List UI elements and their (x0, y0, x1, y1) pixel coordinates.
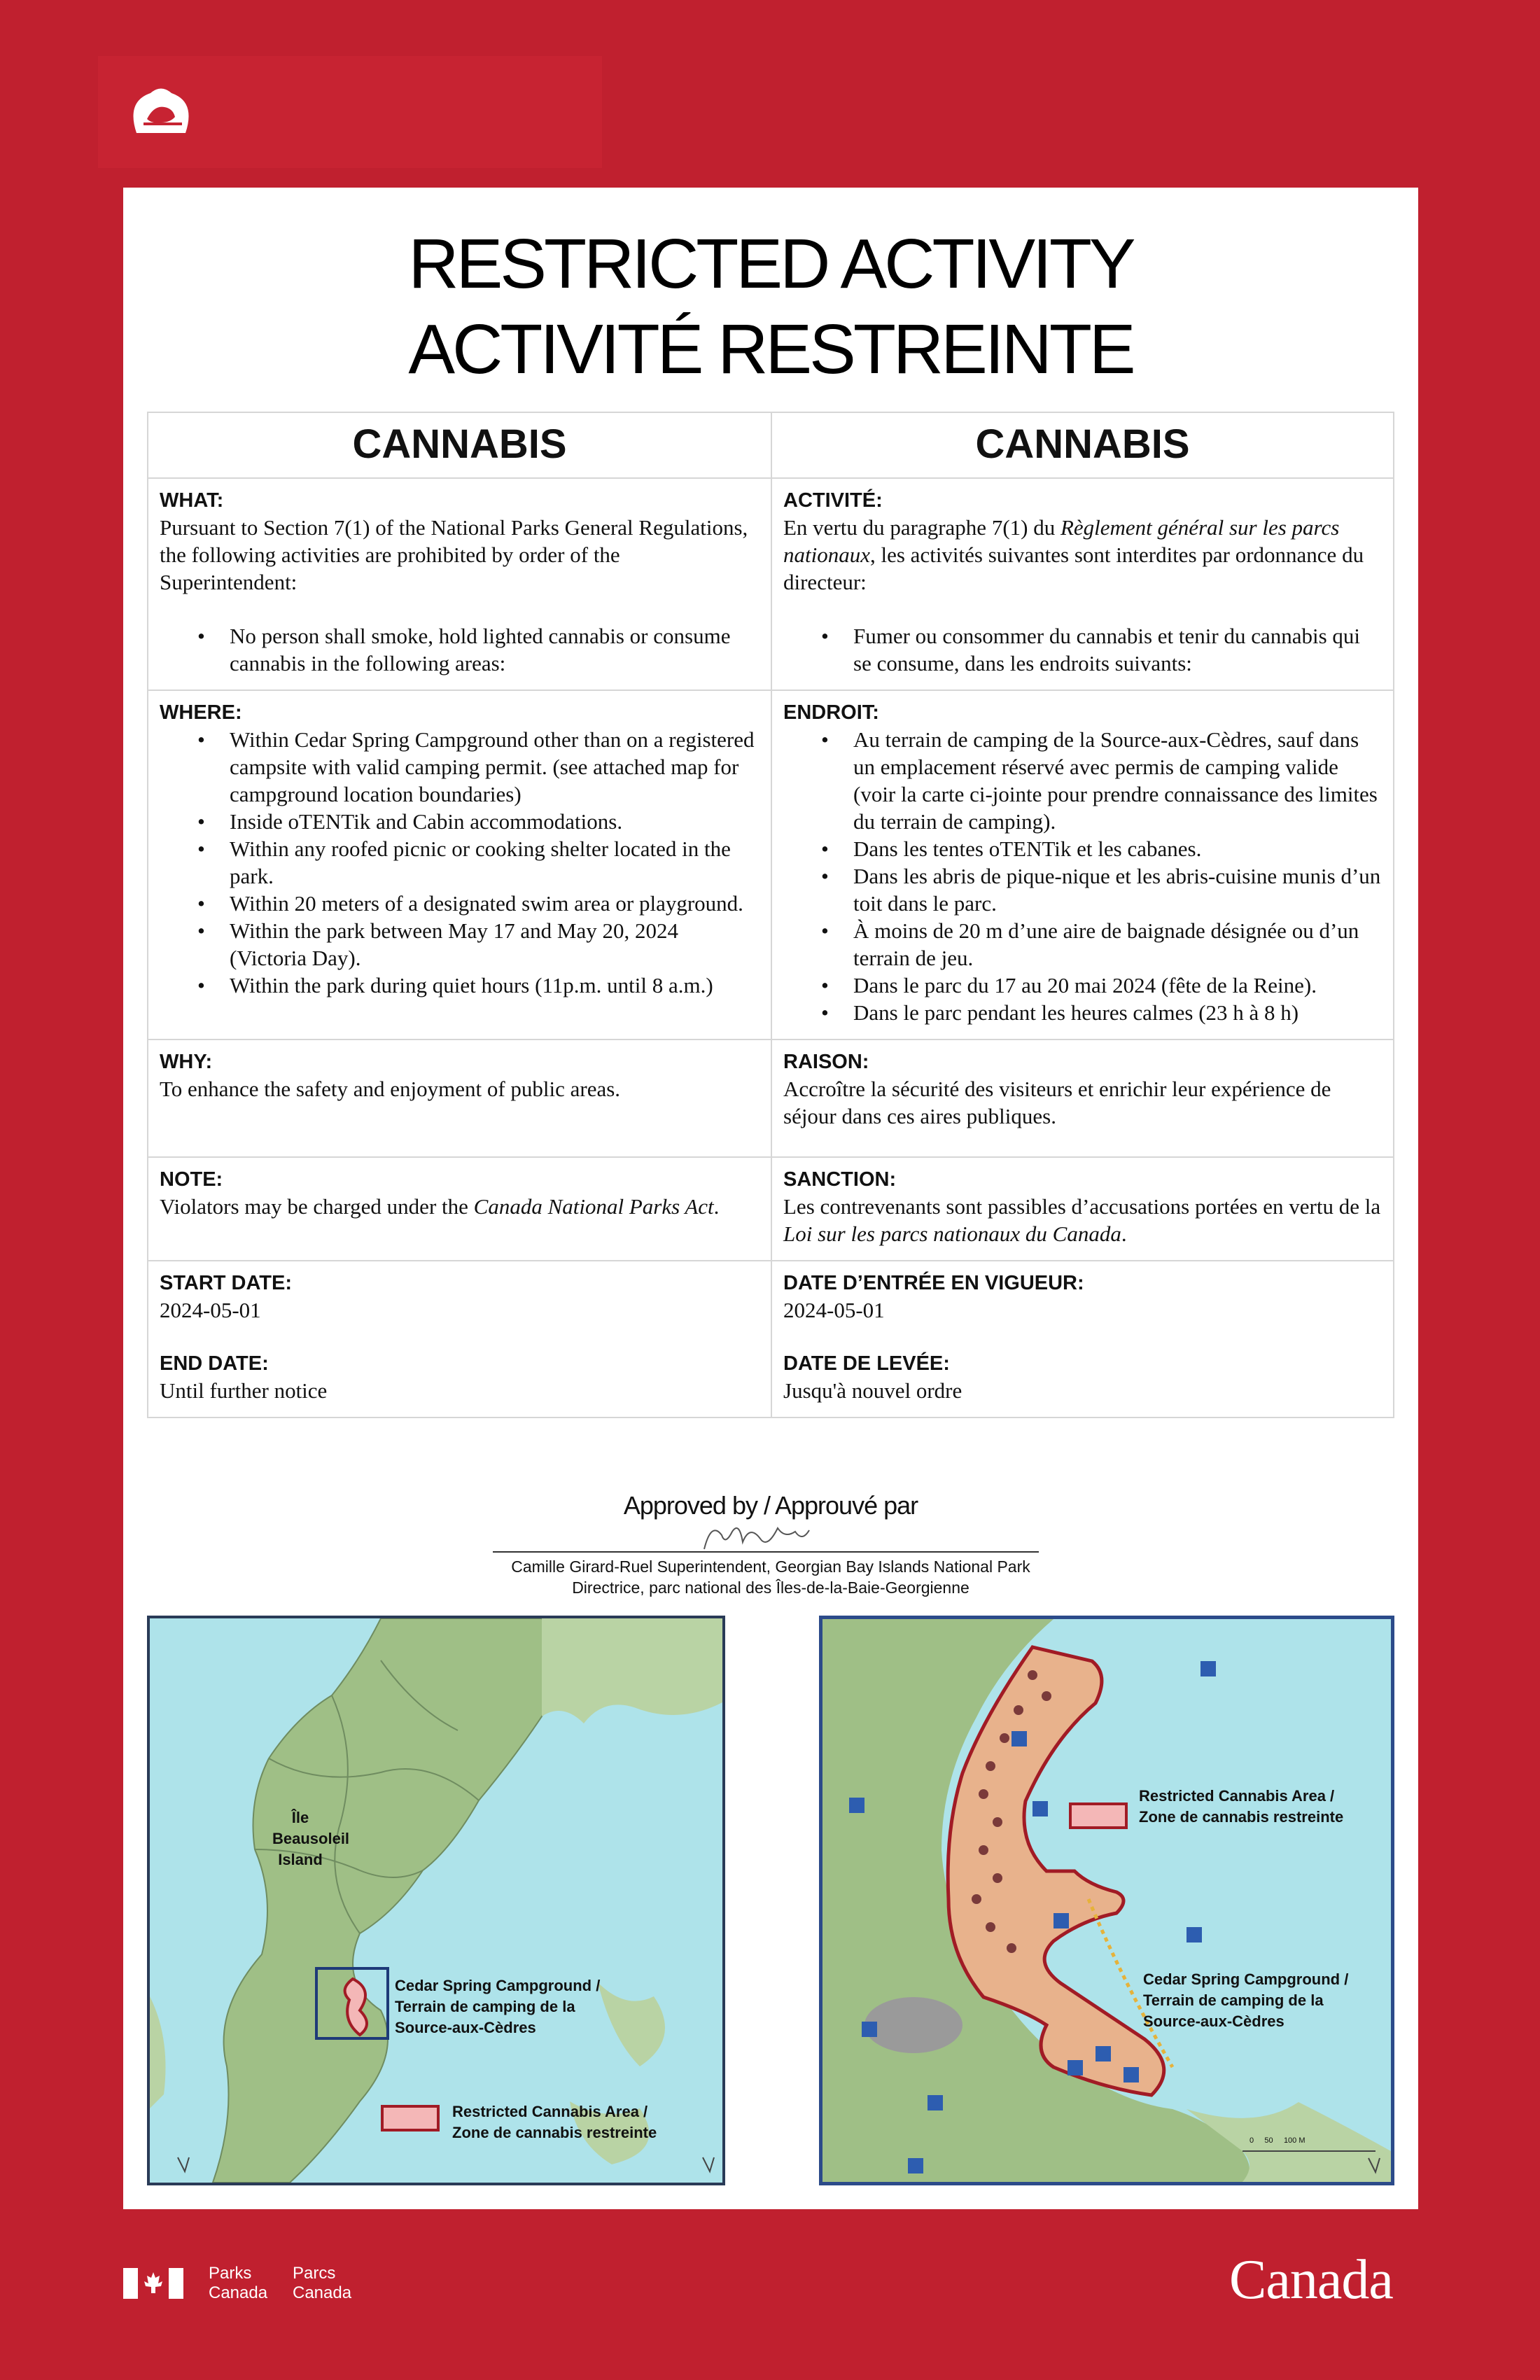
note-label: NOTE: (160, 1168, 223, 1191)
end-date-value: Until further notice (160, 1378, 328, 1403)
footer-parks-canada: Parks Canada (209, 2264, 268, 2302)
what-cell-fr (771, 479, 1393, 690)
note-cell-en (148, 1158, 771, 1260)
dates-cell-fr (771, 1261, 1393, 1417)
what-bullet: • No person shall smoke, hold lighted cannabis or consume cannabis in the following areas: (160, 622, 760, 677)
activite-list (783, 622, 1382, 677)
date-entree-value: 2024-05-01 (783, 1298, 885, 1322)
scale-bar-labels: 0 50 100 M (1250, 2136, 1306, 2145)
list-item: • Dans les tentes oTENTik et les cabanes. (783, 835, 1382, 862)
list-item: • Au terrain de camping de la Source-aux-Cèdres, sauf dans un emplacement réservé avec permis de camping valide (voir la carte ci-jointe pour prendre connaissance des limites du terrain de camping). (783, 726, 1382, 835)
signature-line (493, 1551, 1039, 1553)
why-label: WHY: (160, 1051, 213, 1073)
end-date-label: END DATE: (160, 1352, 269, 1375)
heading-fr: CANNABIS (771, 413, 1393, 477)
footer-parcs-canada: Parcs Canada (293, 2264, 352, 2302)
campground-label: Cedar Spring Campground / Terrain de camping de la Source-aux-Cèdres (395, 1977, 601, 2036)
what-label: WHAT: (160, 489, 224, 512)
date-levee-label: DATE DE LEVÉE: (783, 1352, 950, 1375)
date-entree-label: DATE D’ENTRÉE EN VIGUEUR: (783, 1272, 1084, 1294)
why-cell-en (148, 1040, 771, 1156)
activite-text: En vertu du paragraphe 7(1) du Règlement général sur les parcs nationaux, les activités suivantes sont interdites par ordonnance du directeur: (783, 515, 1364, 594)
list-item: • Within the park during quiet hours (11p.m. until 8 a.m.) (160, 972, 760, 999)
table-header-row (148, 413, 1393, 477)
where-list-fr (783, 726, 1382, 1026)
detail-campground-label: Cedar Spring Campground / Terrain de camping de la Source-aux-Cèdres (1143, 1970, 1349, 2030)
start-date-value: 2024-05-01 (160, 1298, 261, 1322)
parks-canada-badge (98, 56, 602, 168)
note-text: Violators may be charged under the Canada National Parks Act. (160, 1194, 720, 1219)
overview-map (147, 1616, 725, 2185)
sanction-text: Les contrevenants sont passibles d’accusations portées en vertu de la Loi sur les parcs nationaux du Canada. (783, 1194, 1381, 1246)
list-item: • À moins de 20 m d’une aire de baignade désignée ou d’un terrain de jeu. (783, 917, 1382, 972)
note-cell-fr (771, 1158, 1393, 1260)
detail-map-graphic (822, 1619, 1391, 2182)
list-item: • Within Cedar Spring Campground other than on a registered campsite with valid camping permit. (see attached map for campground location boundaries) (160, 726, 760, 808)
list-item: • Inside oTENTik and Cabin accommodations. (160, 808, 760, 835)
legend-label: Restricted Cannabis Area / Zone de cannabis restreinte (452, 2103, 657, 2141)
date-levee-value: Jusqu'à nouvel ordre (783, 1378, 962, 1403)
where-cell-fr (771, 691, 1393, 1039)
notice-title (123, 221, 1418, 392)
activite-bullet: • Fumer ou consommer du cannabis et tenir du cannabis qui se consume, dans les endroits suivants: (783, 622, 1382, 677)
list-item: • Within the park between May 17 and May 20, 2024 (Victoria Day). (160, 917, 760, 972)
where-cell-en (148, 691, 771, 1039)
activite-label: ACTIVITÉ: (783, 489, 883, 512)
overview-map-graphic (150, 1618, 722, 2183)
where-row (148, 690, 1393, 1039)
restriction-table (147, 412, 1394, 1418)
heading-en: CANNABIS (352, 421, 567, 467)
campground-detail-map (819, 1616, 1394, 2185)
dates-row (148, 1260, 1393, 1417)
why-text: To enhance the safety and enjoyment of public areas. (160, 1077, 621, 1101)
beaver-logo-icon (122, 80, 200, 144)
detail-legend-swatch (1069, 1802, 1128, 1829)
list-item: • Within any roofed picnic or cooking shelter located in the park. (160, 835, 760, 890)
note-row (148, 1156, 1393, 1260)
title-english: RESTRICTED ACTIVITY (408, 225, 1133, 303)
approver-name: Camille Girard-Ruel Superintendent, Georgian Bay Islands National Park (511, 1558, 1030, 1576)
approved-by-label: Approved by / Approuvé par (623, 1491, 918, 1520)
list-item: • Dans le parc du 17 au 20 mai 2024 (fête de la Reine). (783, 972, 1382, 999)
sanction-label: SANCTION: (783, 1168, 897, 1191)
why-cell-fr (771, 1040, 1393, 1156)
what-list (160, 622, 760, 677)
detail-legend-label: Restricted Cannabis Area / Zone de cannabis restreinte (1139, 1787, 1344, 1826)
raison-label: RAISON: (783, 1051, 869, 1073)
list-item: • Dans les abris de pique-nique et les abris-cuisine munis d’un toit dans le parc. (783, 862, 1382, 917)
list-item: • Dans le parc pendant les heures calmes (23 h à 8 h) (783, 999, 1382, 1026)
where-label: WHERE: (160, 701, 242, 724)
title-french: ACTIVITÉ RESTREINTE (408, 310, 1133, 388)
list-item: • Within 20 meters of a designated swim area or playground. (160, 890, 760, 917)
canada-wordmark: Canada (1229, 2249, 1393, 2311)
what-text: Pursuant to Section 7(1) of the National Parks General Regulations, the following activities are prohibited by order of the Superintendent: (160, 515, 748, 594)
what-row (148, 477, 1393, 690)
where-list-en (160, 726, 760, 999)
notice-panel (123, 188, 1418, 2209)
raison-text: Accroître la sécurité des visiteurs et enrichir leur expérience de séjour dans ces aires publiques. (783, 1077, 1331, 1128)
dates-cell-en (148, 1261, 771, 1417)
island-label: Île Beausoleil Island (272, 1809, 350, 1868)
canada-flag-icon (123, 2268, 183, 2302)
endroit-label: ENDROIT: (783, 701, 879, 724)
why-row (148, 1039, 1393, 1156)
approver-title: Directrice, parc national des Îles-de-la-Baie-Georgienne (572, 1578, 969, 1597)
what-cell-en (148, 479, 771, 690)
legend-swatch (381, 2105, 440, 2132)
start-date-label: START DATE: (160, 1272, 293, 1294)
